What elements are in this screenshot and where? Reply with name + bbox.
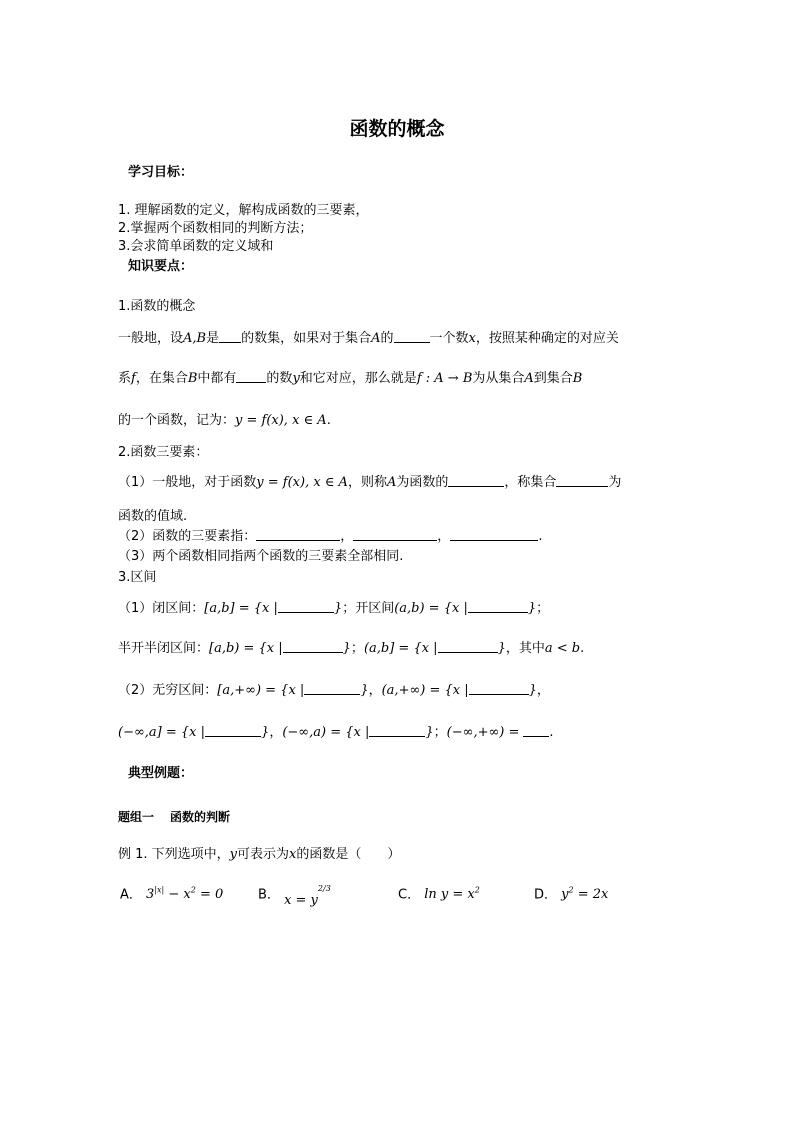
blank: [468, 600, 528, 613]
definition-line-2: 系f，在集合B中都有 的数y和它对应，那么就是f : A → B为从集合A到集合B: [118, 371, 583, 386]
heading-key-points: 知识要点：: [128, 259, 194, 274]
blank: [283, 640, 343, 653]
three-elements-2: （2）函数的三要素指： ， ， .: [118, 529, 543, 544]
blank: [219, 330, 241, 343]
interval-infinite-2: (−∞,a] = {x | }，(−∞,a) = {x | }；(−∞,+∞) = .: [118, 725, 554, 740]
interval-half-open: 半开半闭区间：[a,b) = {x | }；(a,b] = {x | }，其中a < b.: [118, 641, 585, 656]
goal-1: 1. 理解函数的定义，解构成函数的三要素，: [118, 203, 369, 218]
three-elements-1: （1）一般地，对于函数y = f(x), x ∈ A，则称A为函数的 ，称集合 为: [118, 475, 622, 490]
blank: [205, 724, 261, 737]
interval-infinite-1: （2）无穷区间：[a,+∞) = {x | }，(a,+∞) = {x | }，: [118, 683, 550, 698]
section-3-heading: 3.区间: [118, 570, 157, 585]
blank: [523, 724, 549, 737]
option-a[interactable]: A． $3^{|x|} - x^2 = 0$: [120, 886, 224, 903]
example-1-question: 例 1. 下列选项中，y可表示为x的函数是（ ）: [118, 847, 401, 862]
three-elements-1b: 函数的值域.: [118, 509, 188, 524]
blank: [469, 682, 529, 695]
page-title: 函数的概念: [349, 118, 445, 140]
option-c[interactable]: C． $\ln y = x^2$: [398, 886, 480, 903]
option-b[interactable]: B． $x = y^{2/3}$: [258, 884, 331, 909]
blank: [256, 528, 340, 541]
blank: [448, 474, 504, 487]
blank: [438, 640, 498, 653]
blank: [369, 724, 425, 737]
section-2-heading: 2.函数三要素：: [118, 445, 209, 460]
goal-3: 3.会求简单函数的定义域和: [118, 239, 274, 254]
option-d[interactable]: D． $y^2 = 2x$: [534, 886, 609, 903]
blank: [278, 600, 334, 613]
definition-line-1: 一般地，设A,B是 的数集，如果对于集合A的 一个数x，按照某种确定的对应关: [118, 331, 619, 346]
heading-examples: 典型例题：: [128, 766, 194, 781]
blank: [450, 528, 538, 541]
blank: [236, 370, 266, 383]
section-1-heading: 1.函数的概念: [118, 299, 196, 314]
blank: [304, 682, 360, 695]
blank: [556, 474, 608, 487]
blank: [394, 330, 430, 343]
definition-line-3: 的一个函数，记为：y = f(x), x ∈ A.: [118, 413, 331, 428]
interval-closed-open: （1）闭区间：[a,b] = {x | }；开区间(a,b) = {x | }；: [118, 601, 550, 616]
blank: [353, 528, 437, 541]
heading-goals: 学习目标：: [128, 165, 194, 180]
group-heading: 题组一 函数的判断: [118, 810, 231, 824]
three-elements-3: （3）两个函数相同指两个函数的三要素全部相同.: [118, 549, 404, 564]
goal-2: 2.掌握两个函数相同的判断方法；: [118, 221, 313, 236]
